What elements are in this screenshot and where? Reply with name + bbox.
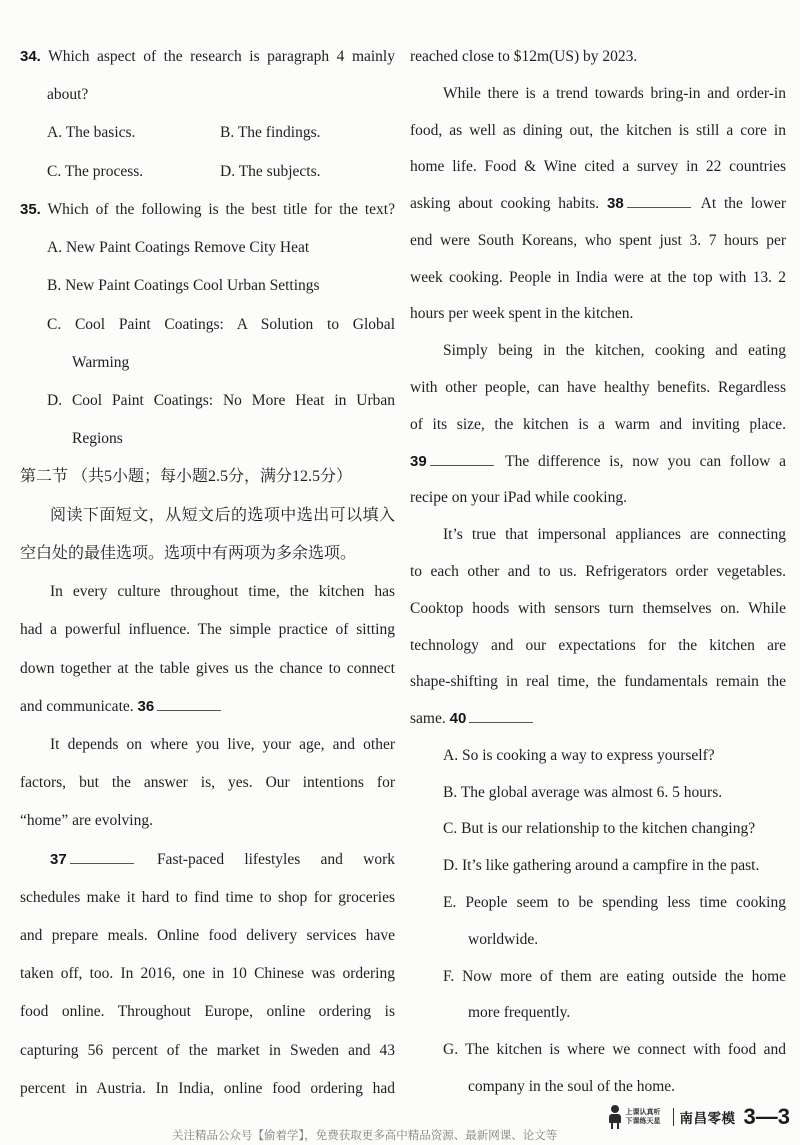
passage-line bbox=[20, 764, 395, 802]
exam-name: 南昌零模 bbox=[679, 1111, 736, 1126]
option-text: But is our relationship to the kitchen changing? bbox=[461, 820, 756, 838]
q34-options-row bbox=[20, 114, 395, 152]
passage-text: to each other and to us. Refrigerators order vegetables. bbox=[410, 562, 786, 580]
passage-line bbox=[20, 1070, 395, 1108]
q34-options-row bbox=[20, 153, 395, 191]
passage-text: schedules make it hard to find time to shop for groceries bbox=[20, 888, 395, 906]
publisher-logo bbox=[607, 1105, 661, 1129]
q35-option-a bbox=[20, 229, 395, 267]
q34-option-a bbox=[47, 114, 220, 152]
q34-option-b bbox=[220, 124, 320, 141]
option-letter: B. bbox=[47, 277, 62, 295]
passage-text: recipe on your iPad while cooking. bbox=[410, 489, 627, 507]
option-letter: G. bbox=[443, 1041, 459, 1059]
passage-text: Simply being in the kitchen, cooking and eating bbox=[443, 342, 786, 360]
section2-heading bbox=[20, 458, 395, 496]
option-text: company in the soul of the home. bbox=[468, 1077, 676, 1095]
passage-text: reached close to $12m(US) by 2023. bbox=[410, 48, 638, 65]
section2-title: 第二节 bbox=[20, 468, 69, 486]
blank-37-number: 37 bbox=[50, 850, 67, 868]
option-letter: F. bbox=[443, 967, 455, 985]
blank-39-underline bbox=[430, 451, 494, 466]
passage-text: asking about cooking habits. bbox=[410, 195, 600, 213]
passage-text: food online. Throughout Europe, online ordering is bbox=[20, 1003, 395, 1021]
footer-notice: 关注精品公众号【偷着学】，免费获取更多高中精品资源、最新网课、论文等 bbox=[172, 1130, 558, 1142]
option-letter: B. bbox=[443, 783, 458, 801]
mascot-body bbox=[609, 1114, 621, 1123]
passage-text: and prepare meals. Online food delivery services have bbox=[20, 927, 395, 945]
answer-option-e-continued bbox=[410, 922, 786, 959]
section2-instructions-line bbox=[20, 497, 395, 535]
option-letter: D. bbox=[220, 162, 236, 180]
option-text: The subjects. bbox=[238, 162, 321, 180]
passage-line bbox=[410, 113, 786, 150]
passage-line bbox=[20, 611, 395, 649]
mascot-icon bbox=[607, 1105, 623, 1129]
passage-line bbox=[410, 333, 786, 370]
option-text: Cool Paint Coatings: No More Heat in Urban bbox=[71, 391, 396, 409]
passage-text: week cooking. People in India were at the top with 13. 2 bbox=[410, 268, 786, 286]
option-text: New Paint Coatings Cool Urban Settings bbox=[65, 277, 320, 295]
option-text: The global average was almost 6. 5 hours. bbox=[460, 783, 723, 801]
passage-text: of its size, the kitchen is a warm and inviting place. bbox=[410, 415, 786, 433]
option-text: Now more of them are eating outside the home bbox=[462, 967, 786, 985]
answer-option-e bbox=[410, 885, 786, 922]
option-letter: E. bbox=[443, 893, 457, 911]
option-text: Regions bbox=[72, 430, 123, 448]
passage-text: Fast-paced lifestyles and work bbox=[156, 850, 395, 868]
q35-number: 35. bbox=[20, 200, 41, 218]
q35-option-c bbox=[20, 306, 395, 344]
passage-line bbox=[410, 370, 786, 407]
passage-line bbox=[20, 650, 395, 688]
option-letter: A. bbox=[47, 124, 63, 142]
passage-line bbox=[410, 260, 786, 297]
option-text: Warming bbox=[72, 353, 130, 371]
passage-line bbox=[410, 480, 786, 517]
passage-line bbox=[410, 39, 786, 76]
passage-line bbox=[410, 223, 786, 260]
mascot-head bbox=[611, 1105, 619, 1113]
passage-text: capturing 56 percent of the market in Sweden and 43 bbox=[20, 1041, 395, 1059]
passage-text: It depends on where you live, your age, and other bbox=[50, 735, 395, 753]
passage-line bbox=[20, 688, 395, 726]
option-letter: C. bbox=[47, 162, 62, 180]
logo-slogan-line: 上课认真听 bbox=[625, 1108, 661, 1116]
passage-text: had a powerful influence. The simple practice of sitting bbox=[20, 621, 395, 639]
passage-text: technology and our expectations for the kitchen are bbox=[410, 636, 786, 654]
option-text: So is cooking a way to express yourself? bbox=[461, 746, 715, 764]
q34-number: 34. bbox=[20, 48, 41, 65]
passage-line bbox=[20, 1032, 395, 1070]
q35-option-b bbox=[20, 267, 395, 305]
mascot-legs bbox=[611, 1123, 619, 1129]
answer-option-f-continued bbox=[410, 995, 786, 1032]
passage-line bbox=[410, 591, 786, 628]
passage-text: “home” are evolving. bbox=[20, 812, 153, 830]
blank-36-underline bbox=[157, 696, 221, 711]
passage-line bbox=[20, 917, 395, 955]
logo-slogan bbox=[626, 1108, 661, 1126]
section2-instructions-line bbox=[20, 535, 395, 573]
passage-line bbox=[20, 993, 395, 1031]
passage-line bbox=[410, 628, 786, 665]
q35-stem-text: Which of the following is the best title for the text? bbox=[47, 200, 395, 218]
passage-line bbox=[20, 879, 395, 917]
passage-line bbox=[410, 296, 786, 333]
q34-option-c bbox=[47, 153, 220, 191]
passage-text: with other people, can have healthy benefits. Regardless bbox=[410, 379, 786, 397]
option-letter: D. bbox=[443, 857, 459, 875]
blank-40-underline bbox=[469, 708, 533, 723]
answer-option-c bbox=[410, 811, 786, 848]
passage-text: In every culture throughout time, the kitchen has bbox=[50, 583, 395, 601]
passage-text: end were South Koreans, who spent just 3. 7 hours per bbox=[410, 231, 786, 249]
q35-option-d-continued bbox=[20, 420, 395, 458]
passage-line bbox=[20, 802, 395, 840]
instructions-text: 阅读下面短文，从短文后的选项中选出可以填入 bbox=[50, 506, 395, 524]
passage-line bbox=[410, 149, 786, 186]
q34-stem-line bbox=[20, 76, 395, 114]
passage-text: At the lower bbox=[700, 195, 786, 213]
blank-38-underline bbox=[627, 193, 691, 208]
page-number: 3—3 bbox=[743, 1104, 790, 1129]
answer-option-g bbox=[410, 1032, 786, 1069]
option-letter: C. bbox=[443, 820, 458, 838]
passage-line bbox=[410, 407, 786, 444]
passage-line bbox=[410, 517, 786, 554]
passage-text: shape-shifting in real time, the fundamentals remain the bbox=[410, 673, 786, 691]
passage-text: same. bbox=[410, 710, 446, 728]
section2-scoring: （共5小题；每小题2.5分，满分12.5分） bbox=[72, 468, 353, 486]
blank-38-number: 38 bbox=[606, 195, 624, 213]
passage-text: While there is a trend towards bring-in and order-in bbox=[443, 84, 786, 102]
passage-text: The difference is, now you can follow a bbox=[505, 452, 786, 470]
q34-option-d bbox=[220, 163, 320, 180]
passage-text: factors, but the answer is, yes. Our intentions for bbox=[20, 774, 395, 792]
option-text: New Paint Coatings Remove City Heat bbox=[65, 239, 310, 257]
option-text: The findings. bbox=[237, 124, 321, 142]
option-letter: A. bbox=[47, 239, 63, 257]
passage-line bbox=[410, 664, 786, 701]
q35-stem-line bbox=[20, 191, 395, 229]
option-text: Cool Paint Coatings: A Solution to Global bbox=[74, 315, 395, 333]
passage-text: hours per week spent in the kitchen. bbox=[410, 305, 634, 323]
passage-line bbox=[410, 76, 786, 113]
page-footer-badge bbox=[607, 1103, 790, 1131]
answer-option-d bbox=[410, 848, 786, 885]
option-letter: A. bbox=[443, 746, 459, 764]
option-text: The basics. bbox=[65, 124, 136, 142]
left-column bbox=[20, 38, 395, 1108]
blank-36-number: 36 bbox=[137, 697, 155, 715]
passage-line bbox=[410, 444, 786, 481]
right-column bbox=[410, 39, 786, 1106]
blank-40-number: 40 bbox=[449, 710, 467, 728]
blank-37-underline bbox=[70, 849, 134, 864]
option-text: It’s like gathering around a campfire in the past. bbox=[461, 857, 760, 875]
instructions-text: 空白处的最佳选项。选项中有两项为多余选项。 bbox=[20, 544, 357, 562]
passage-text: percent in Austria. In India, online food ordering had bbox=[20, 1079, 395, 1097]
option-text: People seem to be spending less time cooking bbox=[465, 893, 786, 911]
option-letter: C. bbox=[47, 315, 62, 333]
passage-line bbox=[20, 726, 395, 764]
answer-option-f bbox=[410, 959, 786, 996]
logo-slogan-line: 下课练天星 bbox=[625, 1117, 661, 1125]
blank-39-number: 39 bbox=[410, 452, 427, 470]
passage-text: and communicate. bbox=[20, 697, 134, 715]
passage-text: taken off, too. In 2016, one in 10 Chinese was ordering bbox=[20, 965, 395, 983]
passage-text: Cooktop hoods with sensors turn themselves on. While bbox=[410, 599, 786, 617]
passage-text: food, as well as dining out, the kitchen is still a core in bbox=[410, 121, 786, 139]
passage-line bbox=[20, 573, 395, 611]
q34-stem-line bbox=[20, 38, 395, 76]
passage-line bbox=[410, 186, 786, 223]
q34-stem-text: about? bbox=[47, 86, 89, 104]
passage-line bbox=[410, 701, 786, 738]
answer-option-g-continued bbox=[410, 1069, 786, 1106]
passage-line bbox=[20, 841, 395, 879]
answer-option-a bbox=[410, 738, 786, 775]
footer-divider bbox=[673, 1108, 674, 1126]
option-text: The kitchen is where we connect with food and bbox=[465, 1041, 786, 1059]
passage-text: It’s true that impersonal appliances are connecting bbox=[443, 526, 786, 544]
option-text: The process. bbox=[64, 162, 144, 180]
passage-text: down together at the table gives us the chance to connect bbox=[20, 659, 395, 677]
option-letter: D. bbox=[47, 391, 63, 409]
option-text: worldwide. bbox=[468, 930, 539, 948]
passage-line bbox=[410, 554, 786, 591]
passage-text: home life. Food & Wine cited a survey in 22 countries bbox=[410, 158, 786, 176]
q35-option-c-continued bbox=[20, 344, 395, 382]
q35-option-d bbox=[20, 382, 395, 420]
q34-stem-text: Which aspect of the research is paragraph 4 mainly bbox=[48, 48, 395, 65]
option-letter: B. bbox=[220, 124, 235, 142]
answer-option-b bbox=[410, 775, 786, 812]
passage-line bbox=[20, 955, 395, 993]
option-text: more frequently. bbox=[468, 1004, 571, 1022]
